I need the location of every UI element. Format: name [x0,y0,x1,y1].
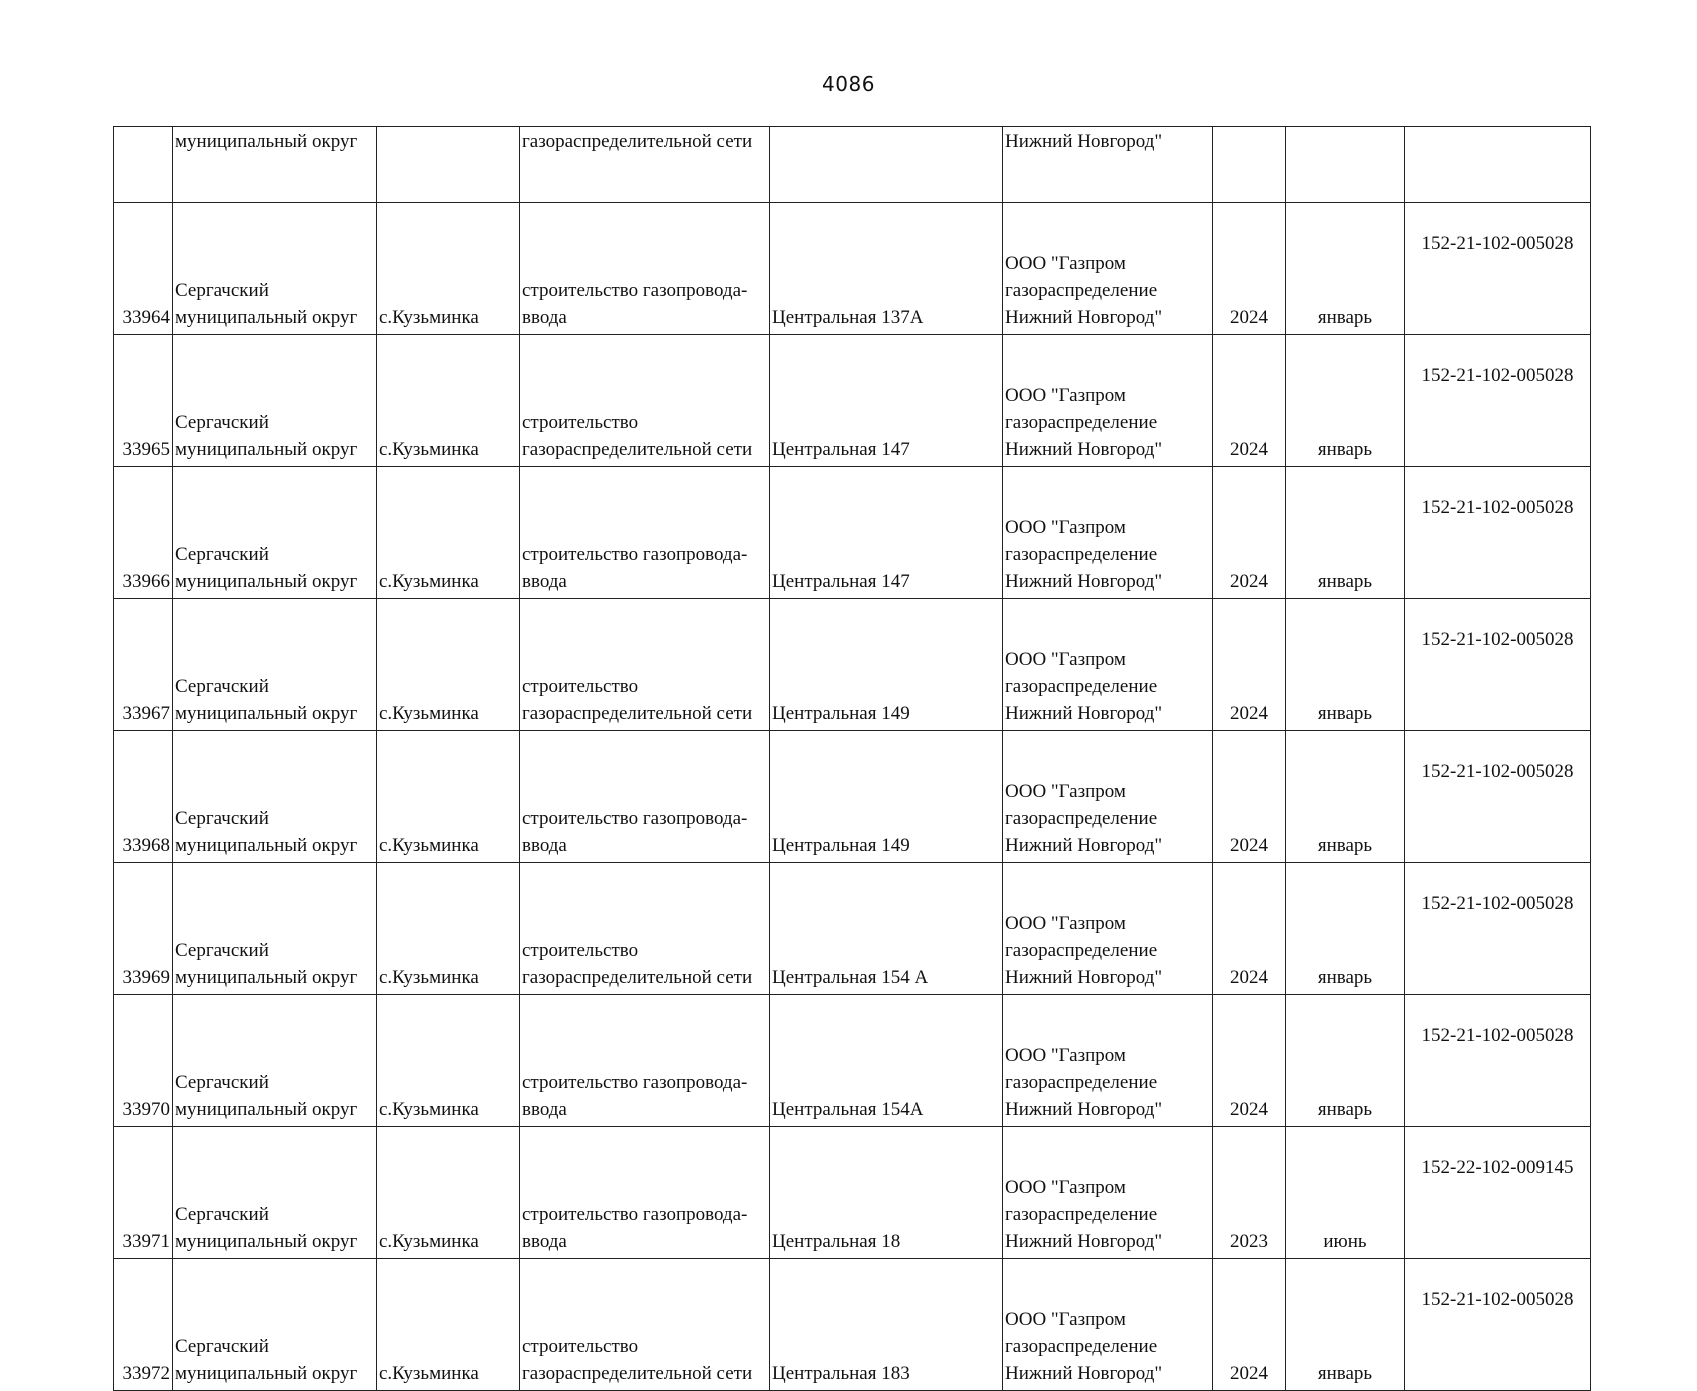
cell-address: Центральная 137А [770,203,1003,335]
cell-owner [1003,335,1213,467]
cell-work [520,1259,770,1391]
cell-work-line: строительство [522,940,639,961]
cell-settlement: с.Кузьминка [377,995,520,1127]
cell-owner [1003,127,1213,203]
table-row [114,203,1591,335]
cell-code: 152-21-102-005028 [1405,863,1591,995]
cell-code: 152-22-102-009145 [1405,1127,1591,1259]
cell-owner-line: ООО "Газпром [1005,1045,1126,1066]
cell-number [114,127,173,203]
cell-settlement: с.Кузьминка [377,731,520,863]
cell-work-line: газораспределительной сети [522,703,753,724]
cell-district-line: Сергачский [175,280,269,301]
cell-owner-line: ООО "Газпром [1005,781,1126,802]
cell-owner-line: Нижний Новгород" [1005,1099,1163,1120]
cell-owner-line: Нижний Новгород" [1005,1363,1163,1384]
cell-year: 2024 [1213,1259,1286,1391]
cell-district-line: Сергачский [175,1072,269,1093]
cell-owner-line: ООО "Газпром [1005,517,1126,538]
cell-settlement [377,127,520,203]
cell-settlement: с.Кузьминка [377,599,520,731]
cell-district [173,731,377,863]
cell-code: 152-21-102-005028 [1405,335,1591,467]
cell-district-line: Сергачский [175,940,269,961]
cell-code [1405,127,1591,203]
cell-district-line: муниципальный округ [175,1231,358,1252]
cell-district [173,1259,377,1391]
cell-owner-line: ООО "Газпром [1005,1309,1126,1330]
table-row [114,1127,1591,1259]
cell-number: 33970 [114,995,173,1127]
table-row [114,335,1591,467]
cell-work-line: строительство газопровода- [522,280,748,301]
cell-number: 33968 [114,731,173,863]
cell-address: Центральная 154 А [770,863,1003,995]
cell-code: 152-21-102-005028 [1405,731,1591,863]
cell-month: июнь [1286,1127,1405,1259]
cell-work-line: ввода [522,1231,567,1252]
cell-owner-line: ООО "Газпром [1005,913,1126,934]
cell-district-line: муниципальный округ [175,571,358,592]
cell-district-line: муниципальный округ [175,967,358,988]
cell-owner [1003,863,1213,995]
cell-district-line: муниципальный округ [175,703,358,724]
table-row [114,599,1591,731]
cell-owner-line: газораспределение [1005,1336,1158,1357]
cell-district-line: муниципальный округ [175,1099,358,1120]
cell-work-line: строительство [522,412,639,433]
table-row-continuation [114,127,1591,203]
cell-address: Центральная 147 [770,467,1003,599]
cell-year: 2024 [1213,599,1286,731]
cell-code: 152-21-102-005028 [1405,995,1591,1127]
cell-owner-line: газораспределение [1005,544,1158,565]
cell-number: 33972 [114,1259,173,1391]
cell-year: 2023 [1213,1127,1286,1259]
cell-district: муниципальный округ [173,127,377,203]
cell-work-line: ввода [522,571,567,592]
cell-work-line: строительство газопровода- [522,1072,748,1093]
cell-owner-line: газораспределение [1005,1204,1158,1225]
cell-number: 33971 [114,1127,173,1259]
cell-owner [1003,1259,1213,1391]
cell-owner-line: Нижний Новгород" [1005,967,1163,988]
table-row [114,863,1591,995]
cell-month: январь [1286,335,1405,467]
cell-settlement: с.Кузьминка [377,1127,520,1259]
cell-work-line: строительство газопровода- [522,808,748,829]
cell-number: 33964 [114,203,173,335]
cell-district [173,467,377,599]
cell-owner [1003,731,1213,863]
cell-district-line: Сергачский [175,808,269,829]
cell-owner-line: Нижний Новгород" [1005,703,1163,724]
cell-owner-line: ООО "Газпром [1005,1177,1126,1198]
cell-work [520,1127,770,1259]
cell-owner-line: ООО "Газпром [1005,253,1126,274]
cell-address [770,127,1003,203]
cell-settlement: с.Кузьминка [377,467,520,599]
cell-month: январь [1286,1259,1405,1391]
cell-owner-line: газораспределение [1005,1072,1158,1093]
cell-address: Центральная 154А [770,995,1003,1127]
cell-owner-line: газораспределение [1005,676,1158,697]
cell-owner-line: Нижний Новгород" [1005,835,1163,856]
cell-address: Центральная 183 [770,1259,1003,1391]
cell-owner [1003,203,1213,335]
cell-work-line: газораспределительной сети [522,439,753,460]
cell-month: январь [1286,863,1405,995]
cell-owner-line: ООО "Газпром [1005,649,1126,670]
cell-district-line: Сергачский [175,676,269,697]
cell-year: 2024 [1213,467,1286,599]
cell-district-line: Сергачский [175,1204,269,1225]
cell-month: январь [1286,995,1405,1127]
cell-address: Центральная 18 [770,1127,1003,1259]
cell-year: 2024 [1213,335,1286,467]
cell-settlement: с.Кузьминка [377,1259,520,1391]
cell-work [520,467,770,599]
cell-work [520,995,770,1127]
cell-work-line: строительство газопровода- [522,544,748,565]
table-row [114,1259,1591,1391]
cell-district [173,599,377,731]
cell-code: 152-21-102-005028 [1405,203,1591,335]
cell-owner-line: газораспределение [1005,808,1158,829]
cell-owner-line: Нижний Новгород" [1005,439,1163,460]
cell-district [173,995,377,1127]
cell-work [520,863,770,995]
cell-settlement: с.Кузьминка [377,203,520,335]
cell-owner-line: ООО "Газпром [1005,385,1126,406]
cell-year [1213,127,1286,203]
table-row [114,995,1591,1127]
cell-work [520,203,770,335]
cell-address: Центральная 149 [770,731,1003,863]
cell-owner-line: Нижний Новгород" [1005,131,1163,152]
cell-district-line: Сергачский [175,412,269,433]
cell-district-line: муниципальный округ [175,835,358,856]
cell-owner-line: Нижний Новгород" [1005,571,1163,592]
cell-district [173,335,377,467]
cell-code: 152-21-102-005028 [1405,599,1591,731]
cell-work-line: ввода [522,835,567,856]
table-body [114,127,1591,1391]
cell-district-line: Сергачский [175,544,269,565]
cell-work-line: строительство [522,676,639,697]
cell-settlement: с.Кузьминка [377,335,520,467]
cell-year: 2024 [1213,731,1286,863]
cell-work-line: газораспределительной сети [522,1363,753,1384]
cell-month: январь [1286,203,1405,335]
cell-month: январь [1286,731,1405,863]
cell-work-line: газораспределительной сети [522,131,753,152]
cell-settlement: с.Кузьминка [377,863,520,995]
cell-district-line: муниципальный округ [175,1363,358,1384]
cell-district [173,1127,377,1259]
cell-work-line: ввода [522,307,567,328]
cell-owner [1003,1127,1213,1259]
cell-district-line: Сергачский [175,1336,269,1357]
cell-owner-line: Нижний Новгород" [1005,307,1163,328]
cell-work-line: газораспределительной сети [522,967,753,988]
cell-work-line: строительство газопровода- [522,1204,748,1225]
cell-number: 33967 [114,599,173,731]
cell-district-line: муниципальный округ [175,439,358,460]
cell-year: 2024 [1213,203,1286,335]
page-number: 4086 [822,72,875,96]
cell-year: 2024 [1213,863,1286,995]
table-row [114,731,1591,863]
cell-district [173,203,377,335]
cell-work [520,731,770,863]
cell-month: январь [1286,599,1405,731]
cell-district-line: муниципальный округ [175,307,358,328]
cell-number: 33966 [114,467,173,599]
cell-month [1286,127,1405,203]
cell-work [520,335,770,467]
cell-work [520,127,770,203]
cell-owner [1003,995,1213,1127]
cell-address: Центральная 149 [770,599,1003,731]
cell-owner-line: Нижний Новгород" [1005,1231,1163,1252]
cell-district [173,863,377,995]
table-row [114,467,1591,599]
cell-owner-line: газораспределение [1005,280,1158,301]
cell-work-line: строительство [522,1336,639,1357]
cell-work-line: ввода [522,1099,567,1120]
cell-number: 33965 [114,335,173,467]
cell-code: 152-21-102-005028 [1405,1259,1591,1391]
cell-address: Центральная 147 [770,335,1003,467]
cell-code: 152-21-102-005028 [1405,467,1591,599]
cell-month: январь [1286,467,1405,599]
cell-owner-line: газораспределение [1005,412,1158,433]
cell-owner [1003,599,1213,731]
cell-number: 33969 [114,863,173,995]
cell-owner-line: газораспределение [1005,940,1158,961]
registry-table [113,126,1591,1391]
cell-owner [1003,467,1213,599]
cell-work [520,599,770,731]
cell-year: 2024 [1213,995,1286,1127]
